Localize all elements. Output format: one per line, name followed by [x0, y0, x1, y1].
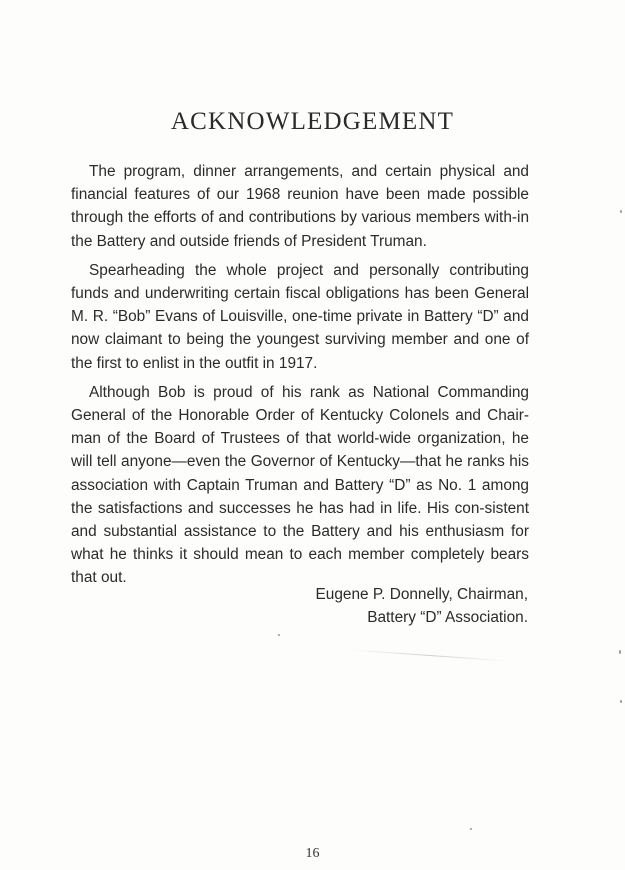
signature-block — [316, 583, 528, 629]
paragraph-2: Spearheading the whole project and personally contributing funds and underwriting certain fiscal obligations has been General M. R. “Bob” Evans of Louisville, one-time private in Battery “D” and now claimant to being the youngest surviving member and one of the first to enlist in the outfit in 1917. — [71, 261, 529, 372]
page-title: ACKNOWLEDGEMENT — [170, 108, 455, 135]
scan-speck — [619, 650, 621, 654]
scan-speck — [470, 828, 472, 830]
scan-speck — [620, 700, 622, 703]
body-text — [71, 160, 529, 596]
paragraph-3: Although Bob is proud of his rank as National Commanding General of the Honorable Order of Kentucky Colonels and Chair-man of the Board of Trustees of that world-wide organization, he will tell anyone—even the Governor of Kentucky—that he ranks his association with Captain Truman and Battery “D” as No. 1 among the satisfactions and successes he has had in life. His con-sistent and substantial assistance to the Battery and his enthusiasm for what he thinks it should mean to each member completely bears that out. — [71, 383, 529, 587]
scan-speck — [620, 210, 622, 213]
scan-speck — [278, 634, 280, 636]
page-number: 16 — [305, 846, 320, 861]
signature-name-line: Eugene P. Donnelly, Chairman, — [315, 586, 528, 603]
paragraph-1: The program, dinner arrangements, and certain physical and financial features of our 1968 reunion have been made possible through the efforts of and contributions by various members with-in the Battery and outside friends of President Truman. — [71, 163, 529, 250]
scan-smudge — [350, 649, 510, 661]
signature-org-line: Battery “D” Association. — [367, 609, 528, 627]
